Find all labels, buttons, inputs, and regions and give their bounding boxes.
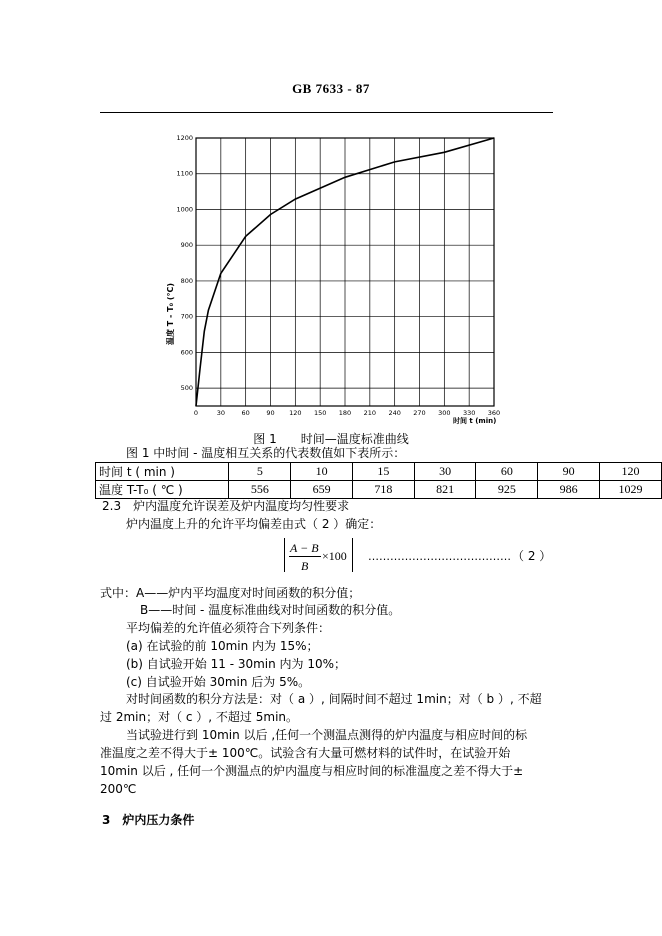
time-temperature-table xyxy=(95,462,662,499)
time-header: 时间 t ( min ) xyxy=(96,463,229,481)
definition-b: B——时间 - 温度标准曲线对时间函数的积分值。 xyxy=(140,603,401,617)
condition-b: (b) 自试验开始 11 - 30min 内为 10%； xyxy=(126,657,347,671)
x-tick-label: 330 xyxy=(462,409,476,417)
temperature-cell: 556 xyxy=(229,481,291,499)
time-cell: 120 xyxy=(599,463,661,481)
uniformity-line-2: 准温度之差不得大于± 100℃。试验含有大量可燃材料的试件时，在试验开始 xyxy=(100,746,511,760)
y-tick-label: 700 xyxy=(180,312,193,321)
x-tick-label: 240 xyxy=(388,409,401,417)
integral-method-line-2: 过 2min；对（ c ）, 不超过 5min。 xyxy=(100,710,299,724)
formula-denominator: B xyxy=(301,559,309,573)
time-cell: 30 xyxy=(414,463,476,481)
condition-a: (a) 在试验的前 10min 内为 15%； xyxy=(126,639,319,653)
x-tick-labels xyxy=(194,409,500,417)
table-intro: 图 1 中时间 - 温度相互关系的代表数值如下表所示： xyxy=(126,446,406,460)
temperature-cell: 986 xyxy=(538,481,600,499)
time-cell: 5 xyxy=(229,463,291,481)
header-rule xyxy=(100,112,553,113)
condition-c: (c) 自试验开始 30min 后为 5%。 xyxy=(126,675,311,689)
formula-multiplier: ×100 xyxy=(322,549,347,563)
x-tick-label: 180 xyxy=(338,409,352,417)
x-tick-label: 150 xyxy=(313,409,327,417)
conditions-intro: 平均偏差的允许值必须符合下列条件： xyxy=(126,621,331,635)
temperature-cell: 821 xyxy=(414,481,476,499)
x-tick-label: 60 xyxy=(241,409,250,417)
uniformity-line-3: 10min 以后 , 任何一个测温点的炉内温度与相应时间的标准温度之差不得大于± xyxy=(100,764,524,778)
figure-caption: 图 1 时间—温度标准曲线 xyxy=(253,432,409,446)
x-tick-label: 270 xyxy=(413,409,426,417)
x-tick-label: 210 xyxy=(363,409,377,417)
temperature-cell: 718 xyxy=(352,481,414,499)
formula-leader-dots: ………………………………… xyxy=(368,550,511,563)
table-row-temperature xyxy=(96,481,662,499)
y-tick-label: 1000 xyxy=(176,205,193,214)
temperature-header: 温度 T-T₀ ( ℃ ) xyxy=(96,481,229,499)
y-tick-labels xyxy=(176,134,193,392)
y-tick-label: 1200 xyxy=(176,134,193,142)
temperature-cell: 925 xyxy=(476,481,538,499)
temperature-cell: 659 xyxy=(291,481,353,499)
temperature-cell: 1029 xyxy=(599,481,661,499)
formula-intro: 炉内温度上升的允许平均偏差由式（ 2 ）确定： xyxy=(126,517,382,531)
y-tick-label: 500 xyxy=(180,384,193,393)
x-tick-label: 30 xyxy=(216,409,225,417)
time-cell: 60 xyxy=(476,463,538,481)
section-2-3-heading: 2.3 炉内温度允许误差及炉内温度均匀性要求 xyxy=(102,499,350,513)
y-tick-label: 800 xyxy=(180,276,193,285)
time-cell: 15 xyxy=(352,463,414,481)
formula-abs-right-bar xyxy=(352,538,353,572)
x-tick-label: 0 xyxy=(193,409,199,417)
time-cell: 10 xyxy=(291,463,353,481)
x-tick-label: 120 xyxy=(289,409,302,417)
definition-a: 式中：A——炉内平均温度对时间函数的积分值； xyxy=(100,586,361,600)
chart-grid xyxy=(196,138,494,406)
time-cell: 90 xyxy=(538,463,600,481)
x-tick-label: 300 xyxy=(438,409,451,417)
uniformity-line-1: 当试验进行到 10min 以后 ,任何一个测温点测得的炉内温度与相应时间的标 xyxy=(126,728,528,742)
chart-x-axis-label: 时间 t (min) xyxy=(453,417,497,425)
formula-fraction-bar xyxy=(289,556,321,557)
section-3-heading: 3 炉内压力条件 xyxy=(102,813,195,827)
y-tick-label: 900 xyxy=(180,241,193,250)
formula-numerator: A − B xyxy=(290,541,319,555)
table-row-time xyxy=(96,463,662,481)
formula-number: （ 2 ） xyxy=(512,549,552,563)
y-tick-label: 1100 xyxy=(176,169,193,178)
chart-y-axis-label: 温度 T - T₀ (°C) xyxy=(166,282,175,345)
uniformity-line-4: 200℃ xyxy=(100,782,137,796)
standard-number: GB 7633 - 87 xyxy=(292,81,370,96)
x-tick-label: 90 xyxy=(266,409,275,417)
integral-method-line-1: 对时间函数的积分方法是：对（ a ）, 间隔时间不超过 1min；对（ b ）, 不超 xyxy=(126,692,542,706)
formula-abs-left-bar xyxy=(284,538,285,572)
x-tick-label: 360 xyxy=(487,409,501,417)
y-tick-label: 600 xyxy=(180,348,193,357)
time-temperature-chart xyxy=(160,130,520,425)
